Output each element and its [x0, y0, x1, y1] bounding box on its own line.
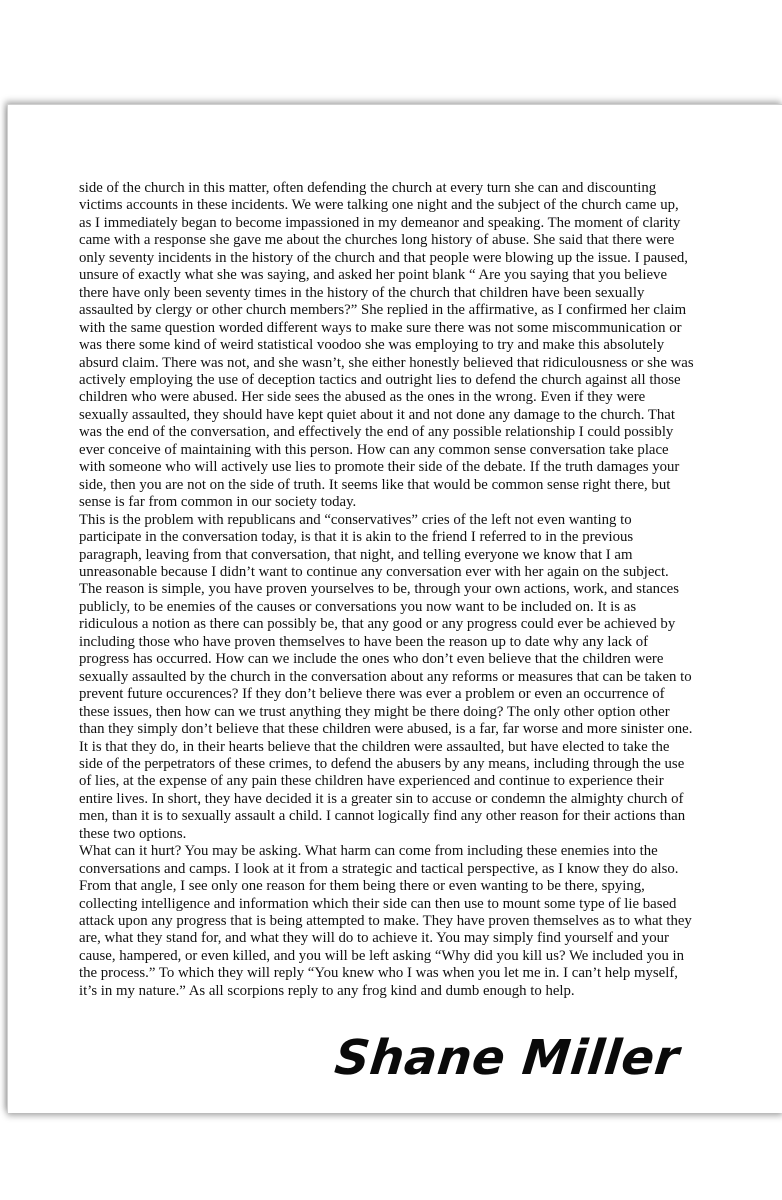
paragraph	[79, 180, 729, 512]
text-line: than they simply don’t believe that these children were abused, is a far, far worse and more sinister one.	[79, 721, 693, 738]
text-line: progress has occurred. How can we include the ones who don’t even believe that the children were	[79, 651, 664, 668]
document-page	[7, 104, 782, 1113]
author-signature: Shane Miller	[332, 1030, 682, 1086]
text-line: with the same question worded different ways to make sure there was not some miscommunication or	[79, 319, 682, 336]
text-line: conversations and camps. I look at it from a strategic and tactical perspective, as I know they do also.	[79, 860, 679, 877]
text-line: are, what they stand for, and what they will do to achieve it. You may simply find yourself and your	[79, 930, 669, 947]
text-line: the process.” To which they will reply “You knew who I was when you let me in. I can’t help myself,	[79, 965, 678, 982]
text-line: these issues, then how can we trust anything they might be there doing? The only other option other	[79, 703, 670, 720]
text-line: assaulted by clergy or other church members?” She replied in the affirmative, as I confirmed her claim	[79, 302, 687, 319]
text-line: with someone who will actively use lies to promote their side of the debate. If the truth damages your	[79, 459, 680, 476]
paragraph	[79, 843, 729, 1000]
text-line: sense is far from common in our society today.	[79, 494, 357, 511]
text-line: cause, hampered, or even killed, and you will be left asking “Why did you kill us? We included you in	[79, 947, 685, 964]
text-line: ever conceive of maintaining with this person. How can any common sense conversation take place	[79, 441, 669, 458]
text-line: attack upon any progress that is being attempted to make. They have proven themselves as to what they	[79, 913, 692, 930]
text-line: was there some kind of weird statistical voodoo she was employing to try and make this absolutely	[79, 337, 665, 354]
text-line: men, than it is to sexually assault a child. I cannot logically find any other reason for their actions than	[79, 808, 686, 825]
text-line: participate in the conversation today, is that it is akin to the friend I referred to in the previous	[79, 529, 634, 546]
text-line: The reason is simple, you have proven yourselves to be, through your own actions, work, and stances	[79, 581, 679, 598]
text-line: children who were abused. Her side sees the abused as the ones in the wrong. Even if they were	[79, 389, 646, 406]
text-line: side of the perpetrators of these crimes, to defend the abusers by any means, including through the use	[79, 755, 685, 772]
text-line: only seventy incidents in the history of the church and that people were blowing up the issue. I paused,	[79, 249, 688, 266]
text-line: of lies, at the expense of any pain these children have experienced and continue to experience their	[79, 773, 664, 790]
text-line: It is that they do, in their hearts believe that the children were assaulted, but have elected to take the	[79, 738, 670, 755]
text-line: sexually assaulted, they should have kept quiet about it and not done any damage to the church. That	[79, 406, 675, 423]
text-line: including those who have proven themselves to have been the reason up to date why any lack of	[79, 633, 649, 650]
text-line: collecting intelligence and information which their side can then use to mount some type of lie based	[79, 895, 677, 912]
text-line: unsure of exactly what she was saying, and asked her point blank “ Are you saying that you believe	[79, 267, 668, 284]
text-line: side, then you are not on the side of truth. It seems like that would be common sense right there, but	[79, 476, 671, 493]
text-line: side of the church in this matter, often defending the church at every turn she can and discounting	[79, 180, 657, 196]
text-line: entire lives. In short, they have decided it is a greater sin to accuse or condemn the almighty church of	[79, 790, 684, 807]
text-line: ridiculous a notion as there can possibly be, that any good or any progress could ever be achieved by	[79, 616, 676, 633]
text-line: actively employing the use of deception tactics and outright lies to defend the church against all those	[79, 371, 681, 388]
text-line: unreasonable because I didn’t want to continue any conversation ever with her again on the subject.	[79, 563, 669, 580]
body-text	[79, 180, 729, 1000]
text-line: From that angle, I see only one reason for them being there or even wanting to be there, spying,	[79, 878, 645, 895]
text-line: sexually assaulted by the church in the conversation about any reforms or measures that can be taken to	[79, 668, 692, 685]
text-line: publicly, to be enemies of the causes or conversations you now want to be included on. It is as	[79, 598, 637, 615]
text-line: was the end of the conversation, and effectively the end of any possible relationship I could possibly	[79, 424, 674, 441]
text-line: What can it hurt? You may be asking. What harm can come from including these enemies into the	[79, 843, 658, 860]
text-line: as I immediately began to become impassioned in my demeanor and speaking. The moment of clarity	[79, 214, 681, 231]
text-line: it’s in my nature.” As all scorpions reply to any frog kind and dumb enough to help.	[79, 982, 575, 999]
text-line: paragraph, leaving from that conversation, that night, and telling everyone we know that I am	[79, 546, 633, 563]
text-line: absurd claim. There was not, and she wasn’t, she either honestly believed that ridiculousness or she was	[79, 354, 694, 371]
text-line: came with a response she gave me about the churches long history of abuse. She said that there were	[79, 232, 675, 249]
text-line: these two options.	[79, 825, 187, 842]
paragraph	[79, 512, 729, 844]
text-line: there have only been seventy times in the history of the church that children have been sexually	[79, 284, 645, 301]
text-line: prevent future occurences? If they don’t believe there was ever a problem or even an occurrence of	[79, 686, 665, 703]
text-line: This is the problem with republicans and “conservatives” cries of the left not even wanting to	[79, 511, 632, 528]
text-line: victims accounts in these incidents. We were talking one night and the subject of the church came up,	[79, 197, 679, 214]
